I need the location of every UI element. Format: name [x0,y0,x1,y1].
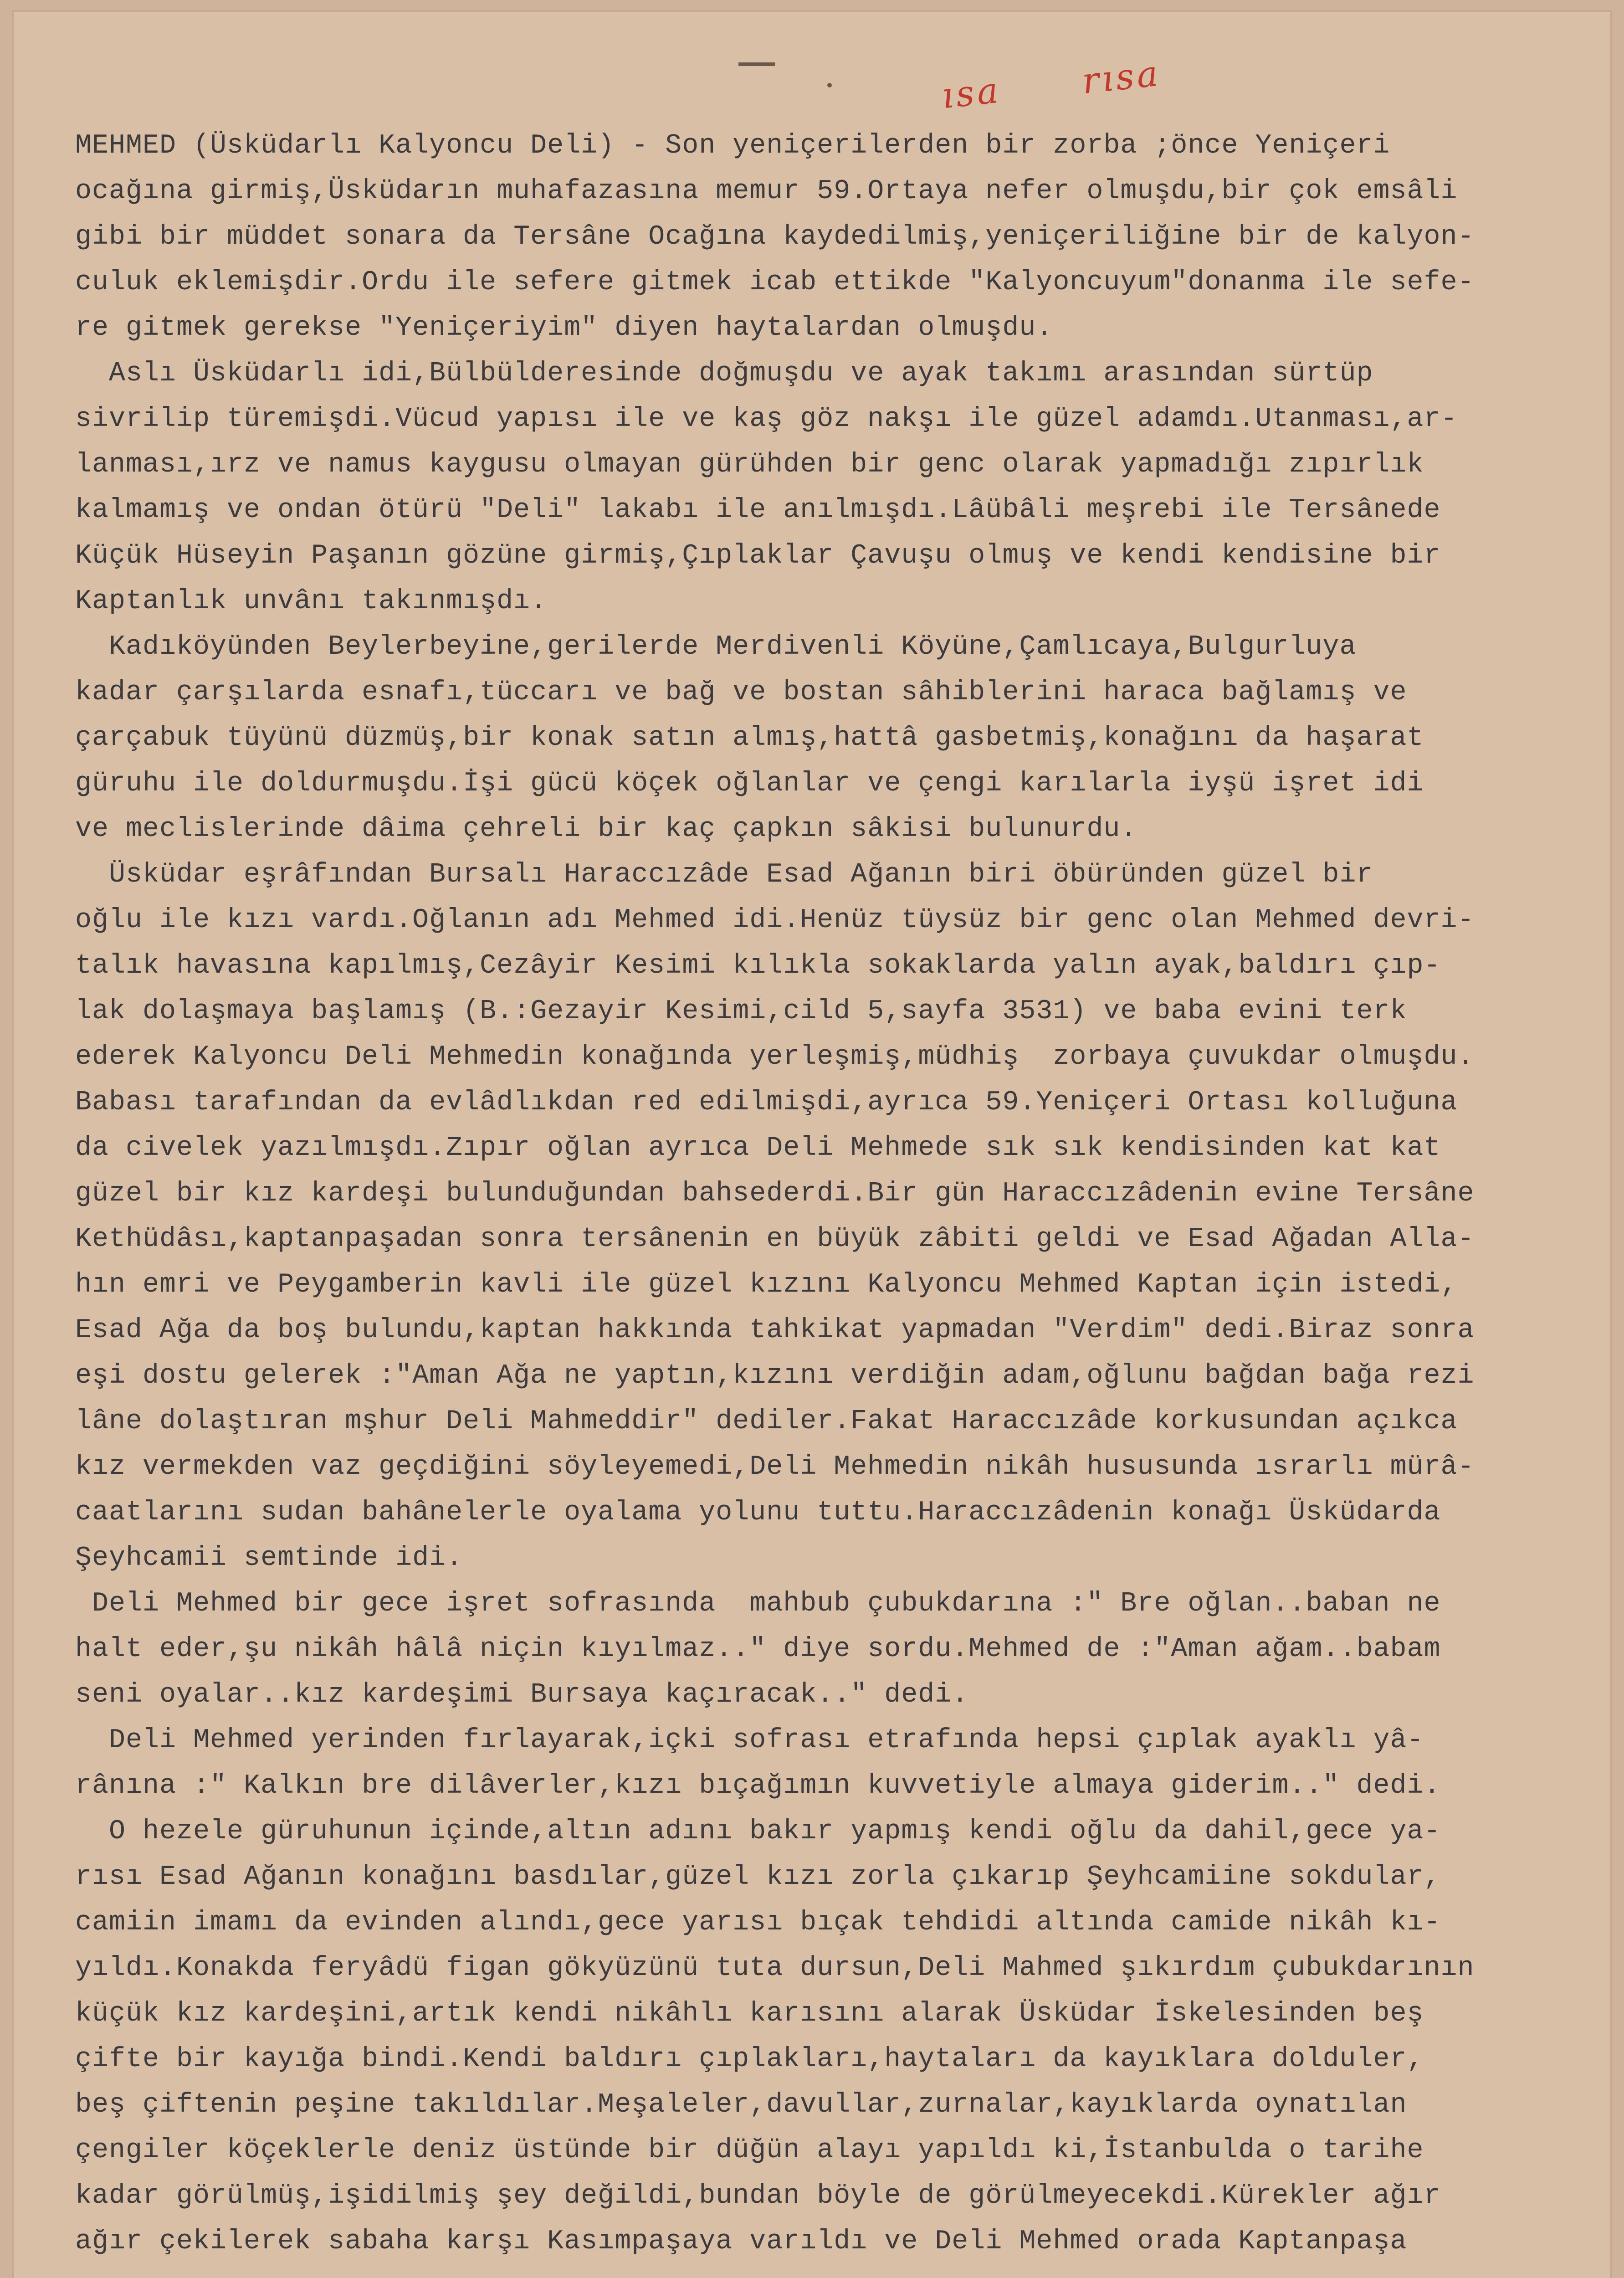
text-line: Deli Mehmed yerinden fırlayarak,içki sofrası etrafında hepsi çıplak ayaklı yâ- [75,1725,1424,1756]
text-line: gibi bir müddet sonara da Tersâne Ocağına kaydedilmiş,yeniçeriliğine bir de kalyon- [75,221,1475,252]
text-line: lanması,ırz ve namus kaygusu olmayan gürühden bir genc olarak yapmadığı zıpırlık [75,449,1424,480]
text-line: eşi dostu gelerek :"Aman Ağa ne yaptın,kızını verdiğin adam,oğlunu bağdan bağa rezi [75,1360,1475,1391]
text-line: Küçük Hüseyin Paşanın gözüne girmiş,Çıplaklar Çavuşu olmuş ve kendi kendisine bir [75,540,1441,571]
text-line: Kethüdâsı,kaptanpaşadan sonra tersânenin en büyük zâbiti geldi ve Esad Ağadan Alla- [75,1224,1475,1255]
text-line: Kaptanlık unvânı takınmışdı. [75,586,548,617]
text-line: Üsküdar eşrâfından Bursalı Haraccızâde Esad Ağanın biri öbüründen güzel bir [75,859,1373,890]
text-line: küçük kız kardeşini,artık kendi nikâhlı karısını alarak Üsküdar İskelesinden beş [75,1998,1424,2029]
annotation-left: ısa [940,70,1003,117]
text-line: culuk eklemişdir.Ordu ile sefere gitmek icab ettikde "Kalyoncuyum"donanma ile sefe- [75,267,1475,298]
text-line: Aslı Üsküdarlı idi,Bülbülderesinde doğmuşdu ve ayak takımı arasından sürtüp [75,358,1373,389]
text-line: güruhu ile doldurmuşdu.İşi gücü köçek oğlanlar ve çengi karılarla iyşü işret idi [75,768,1424,799]
text-line: Esad Ağa da boş bulundu,kaptan hakkında tahkikat yapmadan "Verdim" dedi.Biraz sonra [75,1315,1475,1346]
text-line: ederek Kalyoncu Deli Mehmedin konağında yerleşmiş,müdhiş zorbaya çuvukdar olmuşdu. [75,1042,1475,1072]
text-line: O hezele güruhunun içinde,altın adını bakır yapmış kendi oğlu da dahil,gece ya- [75,1816,1441,1847]
annotation-right: rısa [1080,53,1163,103]
text-line: sivrilip türemişdi.Vücud yapısı ile ve kaş göz nakşı ile güzel adamdı.Utanması,ar- [75,404,1458,435]
text-line: rânına :" Kalkın bre dilâverler,kızı bıçağımın kuvvetiyle almaya giderim.." dedi. [75,1770,1441,1801]
pen-dot-mark [827,83,832,87]
text-line: Şeyhcamii semtinde idi. [75,1543,463,1574]
text-line: çengiler köçeklerle deniz üstünde bir düğün alayı yapıldı ki,İstanbulda o tarihe [75,2135,1424,2166]
text-line: ağır çekilerek sabaha karşı Kasımpaşaya varıldı ve Deli Mehmed orada Kaptanpaşa [75,2226,1407,2257]
text-line: caatlarını sudan bahânelerle oyalama yolunu tuttu.Haraccızâdenin konağı Üsküdarda [75,1497,1441,1528]
text-line: Babası tarafından da evlâdlıkdan red edilmişdi,ayrıca 59.Yeniçeri Ortası kolluğuna [75,1087,1458,1118]
text-line: hın emri ve Peygamberin kavli ile güzel kızını Kalyoncu Mehmed Kaptan için istedi, [75,1269,1458,1300]
text-line: beş çiftenin peşine takıldılar.Meşaleler,davullar,zurnalar,kayıklarda oynatılan [75,2089,1407,2120]
text-line: re gitmek gerekse "Yeniçeriyim" diyen haytalardan olmuşdu. [75,313,1053,344]
text-line: kadar görülmüş,işidilmiş şey değildi,bundan böyle de görülmeyecekdi.Kürekler ağır [75,2181,1441,2211]
text-line: güzel bir kız kardeşi bulunduğundan bahsederdi.Bir gün Haraccızâdenin evine Tersâne [75,1178,1475,1209]
text-line: kalmamış ve ondan ötürü "Deli" lakabı ile anılmışdı.Lâübâli meşrebi ile Tersânede [75,495,1441,526]
text-line: lâne dolaştıran mşhur Deli Mahmeddir" dediler.Fakat Haraccızâde korkusundan açıkca [75,1406,1458,1437]
text-line: oğlu ile kızı vardı.Oğlanın adı Mehmed idi.Henüz tüysüz bir genc olan Mehmed devri- [75,905,1475,936]
text-line: camiin imamı da evinden alındı,gece yarısı bıçak tehdidi altında camide nikâh kı- [75,1907,1441,1938]
text-line: ve meclislerinde dâima çehreli bir kaç çapkın sâkisi bulunurdu. [75,814,1137,845]
text-line: MEHMED (Üsküdarlı Kalyoncu Deli) - Son yeniçerilerden bir zorba ;önce Yeniçeri [75,130,1390,161]
text-line: rısı Esad Ağanın konağını basdılar,güzel kızı zorla çıkarıp Şeyhcamiine sokdular, [75,1862,1441,1893]
text-line: ocağına girmiş,Üsküdarın muhafazasına memur 59.Ortaya nefer olmuşdu,bir çok emsâli [75,176,1458,207]
text-line: yıldı.Konakda feryâdü figan gökyüzünü tuta dursun,Deli Mahmed şıkırdım çubukdarının [75,1953,1475,1984]
text-line: kız vermekden vaz geçdiğini söyleyemedi,Deli Mehmedin nikâh hususunda ısrarlı mürâ- [75,1452,1475,1483]
text-line: da civelek yazılmışdı.Zıpır oğlan ayrıca Deli Mehmede sık sık kendisinden kat kat [75,1133,1441,1164]
handwritten-annotation [940,45,1244,117]
pen-dash-mark [738,62,775,66]
text-line: Kadıköyünden Beylerbeyine,gerilerde Merdivenli Köyüne,Çamlıcaya,Bulgurluya [75,631,1357,662]
text-line: çifte bir kayığa bindi.Kendi baldırı çıplakları,haytaları da kayıklara dolduler, [75,2044,1424,2075]
article-body [75,123,1597,2264]
text-line: lak dolaşmaya başlamış (B.:Gezayir Kesimi,cild 5,sayfa 3531) ve baba evini terk [75,996,1407,1027]
text-line: kadar çarşılarda esnafı,tüccarı ve bağ ve bostan sâhiblerini haraca bağlamış ve [75,677,1407,708]
text-line: seni oyalar..kız kardeşimi Bursaya kaçıracak.." dedi. [75,1679,969,1710]
text-line: çarçabuk tüyünü düzmüş,bir konak satın almış,hattâ gasbetmiş,konağını da haşarat [75,723,1424,754]
text-line: halt eder,şu nikâh hâlâ niçin kıyılmaz.." diye sordu.Mehmed de :"Aman ağam..babam [75,1634,1441,1665]
text-line: talık havasına kapılmış,Cezâyir Kesimi kılıkla sokaklarda yalın ayak,baldırı çıp- [75,950,1441,981]
text-line: Deli Mehmed bir gece işret sofrasında mahbub çubukdarına :" Bre oğlan..baban ne [75,1588,1441,1619]
